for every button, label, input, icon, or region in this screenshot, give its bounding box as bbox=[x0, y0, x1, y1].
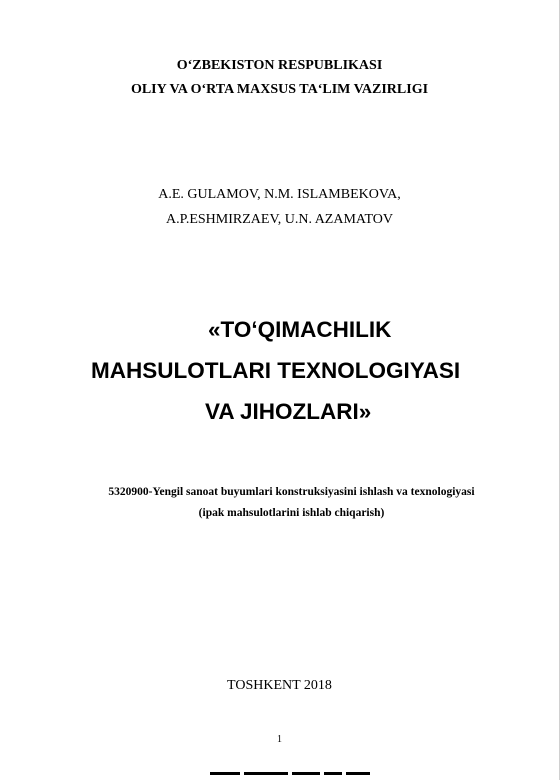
page-number: 1 bbox=[277, 734, 282, 745]
ministry-line-1: O‘ZBEKISTON RESPUBLIKASI bbox=[176, 58, 383, 73]
book-title-line-1: «TO‘QIMACHILIK bbox=[208, 317, 392, 342]
authors-line-1: A.E. GULAMOV, N.M. ISLAMBEKOVA, bbox=[158, 187, 401, 202]
book-title-line-3: VA JIHOZLARI» bbox=[205, 399, 372, 424]
authors-line-2: A.P.ESHMIRZAEV, U.N. AZAMATOV bbox=[165, 212, 393, 227]
specialty-line-1: 5320900-Yengil sanoat buyumlari konstruksiyasini ishlash va texnologiyasi bbox=[108, 486, 475, 498]
ministry-line-2: OLIY VA O‘RTA MAXSUS TA‘LIM VAZIRLIGI bbox=[130, 82, 429, 97]
city-year: TOSHKENT 2018 bbox=[227, 678, 332, 693]
next-page-text-fragment bbox=[210, 772, 380, 780]
specialty-line-2: (ipak mahsulotlarini ishlab chiqarish) bbox=[198, 507, 385, 519]
book-title-line-2: MAHSULOTLARI TEXNOLOGIYASI bbox=[91, 358, 461, 383]
